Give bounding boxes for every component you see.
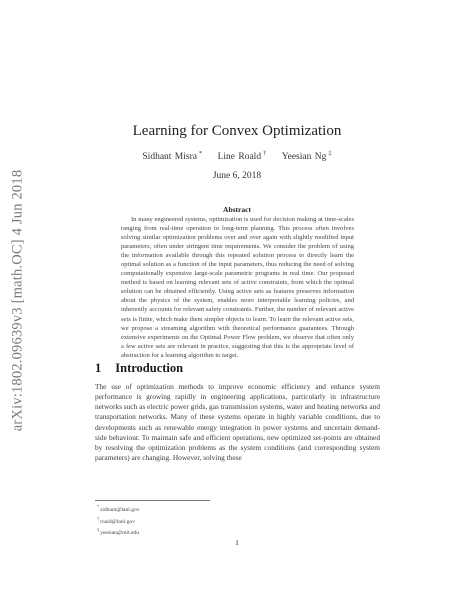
footnote-mark: ‡: [97, 527, 100, 533]
abstract-text: In many engineered systems, optimization is used for decision making at time-scales ranging from real-time operation to long-term planning. This process often involves solving similar optimization problems over and over again with slightly modified input parameters, often under stringent time requirements. We consider the problem of using the information available through this repeated solution process to directly learn the optimal solution as a function of the input parameters, thus reducing the need of solving computationally expensive large-scale parametric programs in real time. Our proposed method is based on learning relevant sets of active constraints, from which the optimal solution can be obtained efficiently. Using active sets as features preserves information about the physics of the system, enables more interpretable learning policies, and inherently accounts for relevant safety constraints. Further, the number of relevant active sets is finite, which make them simpler objects to learn. To learn the relevant active sets, we propose a streaming algorithm with theoretical performance guarantees. Through extensive experiments on the Optimal Power Flow problem, we observe that often only a few active sets are relevant in practice, suggesting that this is the appropriate level of abstraction for a learning algorithm to target.: [121, 216, 354, 359]
section-number: 1: [95, 361, 102, 375]
author-2: [218, 152, 267, 162]
section-title: Introduction: [115, 361, 184, 375]
author-footnote-mark: *: [198, 150, 203, 157]
author-name: Sidhant Misra: [142, 152, 197, 163]
footnote-email: sidhant@lanl.gov: [100, 506, 140, 513]
paper-title: Learning for Convex Optimization: [132, 123, 342, 139]
footnote-mark: †: [97, 515, 100, 521]
footnote-email: yeesian@mit.edu: [100, 530, 140, 537]
arxiv-identifier[interactable]: arXiv:1802.09639v3 [math.OC] 4 Jun 2018: [9, 169, 26, 431]
author-footnote-mark: †: [263, 150, 267, 157]
abstract-heading: Abstract: [223, 205, 251, 214]
footnote: [97, 503, 140, 515]
footnote: [97, 515, 140, 527]
footnotes: [97, 503, 140, 538]
footnote-divider: [95, 500, 210, 501]
footnote-email: roald@lanl.gov: [100, 518, 135, 525]
footnote-mark: *: [97, 504, 100, 509]
section-heading: [95, 361, 183, 376]
author-list: [60, 150, 414, 162]
author-3: [282, 152, 332, 162]
author-1: [142, 152, 202, 162]
page-number: 1: [235, 538, 239, 547]
section-body-text: The use of optimization methods to improve economic efficiency and enhance system performance is growing rapidly in engineering applications, particularly in infrastructure networks such as electric power grids, gas transmission systems, water and heating networks and transportation networks. Many of these systems operate in highly variable conditions, due to developments such as renewable energy integration in power systems and uncertain demand-side behaviour. To maintain safe and efficient operations, new optimized set-points are obtained by resolving the optimization problems as the system conditions (and corresponding system parameters) are changing. However, solving these: [95, 382, 380, 463]
author-name: Yeesian Ng: [281, 152, 327, 163]
publication-date: June 6, 2018: [212, 171, 262, 181]
author-name: Line Roald: [217, 152, 262, 163]
footnote: [97, 526, 140, 538]
author-footnote-mark: ‡: [328, 150, 332, 157]
arxiv-identifier-stamp: [2, 155, 34, 445]
